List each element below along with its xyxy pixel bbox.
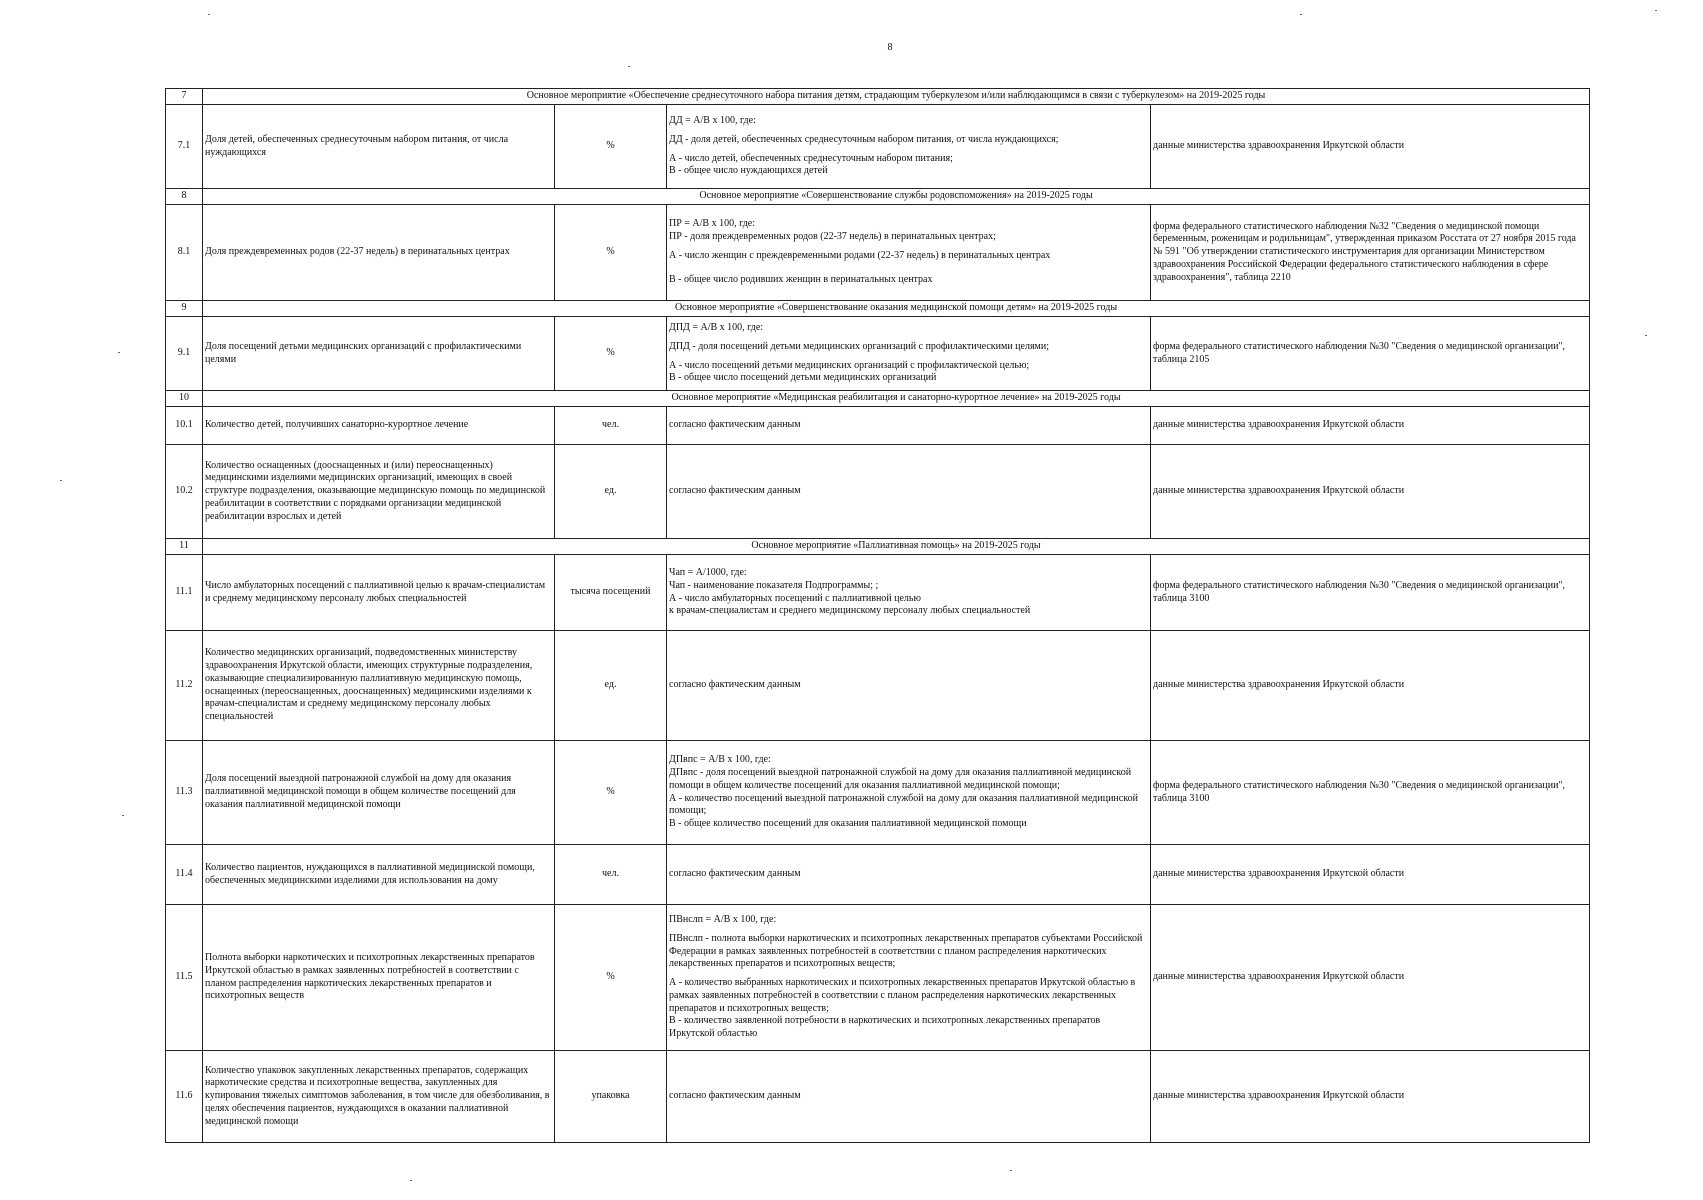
formula-line: ДПД = А/В х 100, где: [669, 321, 764, 333]
source-cell: данные министерства здравоохранения Иркутской области [1151, 445, 1590, 539]
source-cell: данные министерства здравоохранения Иркутской области [1151, 1051, 1590, 1143]
row-number: 9.1 [166, 317, 203, 391]
formula-line: ДД = А/В х 100, где: [669, 114, 756, 126]
section-title: Основное мероприятие «Совершенствование оказания медицинской помощи детям» на 2019-2025 годы [203, 301, 1590, 317]
source-cell: форма федерального статистического наблюдения №32 "Сведения о медицинской помощи беременным, роженицам и родильницам", утвержденная приказом Росстата от 27 ноября 2015 года № 591 "Об утверждении статистического инструментария для организации Министерством здравоохранения Российской Федерации федерального статистического наблюдения в сфере здравоохранения", таблица 2210 [1151, 205, 1590, 301]
formula-line: А - число детей, обеспеченных среднесуточным набором питания; [669, 152, 953, 164]
scan-speck [60, 480, 62, 481]
formula-line: ПВнслп = А/В х 100, где: [669, 913, 777, 925]
indicator-name: Доля посещений выездной патронажной службой на дому для оказания паллиативной медицинской помощи в общем количестве посещений для оказания паллиативной медицинской помощи [203, 741, 555, 845]
table-row [166, 905, 1590, 1051]
scan-speck [410, 1180, 412, 1181]
table-row [166, 445, 1590, 539]
formula-cell: согласно фактическим данным [667, 845, 1151, 905]
row-number: 10.2 [166, 445, 203, 539]
section-number: 8 [166, 189, 203, 205]
section-number: 10 [166, 391, 203, 407]
formula-line: А - число посещений детьми медицинских организаций с профилактической целью; [669, 359, 1030, 371]
formula-line: В - общее число посещений детьми медицинских организаций [669, 372, 937, 384]
row-number: 11.3 [166, 741, 203, 845]
formula-line: А - количество выбранных наркотических и психотропных лекарственных препаратов Иркутской областью в рамках заявленных потребностей в соответствии с планом распределения наркотических лекарственных препаратов и психотропных веществ; [669, 977, 1136, 1014]
source-cell: форма федерального статистического наблюдения №30 "Сведения о медицинской организации", таблица 2105 [1151, 317, 1590, 391]
table-row [166, 631, 1590, 741]
source-cell: данные министерства здравоохранения Иркутской области [1151, 905, 1590, 1051]
formula-line: ПВнслп - полнота выборки наркотических и психотропных лекарственных препаратов субъектами Российской Федерации в рамках заявленных потребностей в соответствии с планом распределения наркотических лекарственных препаратов и психотропных веществ; [669, 932, 1143, 970]
row-number: 8.1 [166, 205, 203, 301]
formula-cell [667, 205, 1151, 301]
source-cell: данные министерства здравоохранения Иркутской области [1151, 845, 1590, 905]
section-number: 9 [166, 301, 203, 317]
formula-line: А - число женщин с преждевременными родами (22-37 недель) в перинатальных центрах [669, 249, 1051, 261]
table-row [166, 317, 1590, 391]
section-header-row [166, 539, 1590, 555]
indicator-name: Доля детей, обеспеченных среднесуточным набором питания, от числа нуждающихся [203, 105, 555, 189]
unit-cell: % [555, 205, 667, 301]
section-header-row [166, 391, 1590, 407]
formula-line: Чап = А/1000, где: [669, 566, 747, 578]
formula-line: ДД - доля детей, обеспеченных среднесуточным набором питания, от числа нуждающихся; [669, 133, 1059, 145]
formula-cell [667, 105, 1151, 189]
unit-cell: чел. [555, 845, 667, 905]
row-number: 10.1 [166, 407, 203, 445]
table-row [166, 845, 1590, 905]
indicator-name: Количество пациентов, нуждающихся в паллиативной медицинской помощи, обеспеченных медицинскими изделиями для использования на дому [203, 845, 555, 905]
unit-cell: % [555, 317, 667, 391]
table-row [166, 1051, 1590, 1143]
formula-line: В - общее количество посещений для оказания паллиативной медицинской помощи [669, 818, 1027, 830]
indicator-name: Количество детей, получивших санаторно-курортное лечение [203, 407, 555, 445]
formula-line: ПР - доля преждевременных родов (22-37 недель) в перинатальных центрах; [669, 230, 996, 242]
formula-line: ДПвпс = А/В х 100, где: [669, 754, 771, 766]
formula-line: ПР = А/В х 100, где: [669, 217, 756, 229]
scan-speck [1300, 14, 1302, 15]
formula-line: к врачам-специалистам и среднего медицинскому персоналу любых специальностей [669, 605, 1031, 617]
page-number: 8 [887, 42, 893, 53]
formula-line: ДПД - доля посещений детьми медицинских организаций с профилактическими целями; [669, 340, 1050, 352]
section-title: Основное мероприятие «Совершенствование службы родовспоможения» на 2019-2025 годы [203, 189, 1590, 205]
formula-line: А - количество посещений выездной патронажной службой на дому для оказания паллиативной медицинской помощи; [669, 792, 1138, 817]
indicator-name: Полнота выборки наркотических и психотропных лекарственных препаратов Иркутской областью в рамках заявленных потребностей в соответствии с планом распределения наркотических лекарственных препаратов и психотропных веществ [203, 905, 555, 1051]
formula-cell: согласно фактическим данным [667, 631, 1151, 741]
indicator-name: Число амбулаторных посещений с паллиативной целью к врачам-специалистам и среднему медицинскому персоналу любых специальностей [203, 555, 555, 631]
table-row [166, 407, 1590, 445]
row-number: 7.1 [166, 105, 203, 189]
section-number: 11 [166, 539, 203, 555]
section-header-row [166, 189, 1590, 205]
indicator-name: Количество оснащенных (дооснащенных и (или) переоснащенных) медицинскими изделиями медицинских организаций, имеющих в своей структуре подразделения, оказывающие медицинскую помощь по медицинской реабилитации в соответствии с порядками организации медицинской реабилитации взрослых и детей [203, 445, 555, 539]
source-cell: данные министерства здравоохранения Иркутской области [1151, 631, 1590, 741]
indicators-table [165, 88, 1590, 1143]
formula-cell [667, 905, 1151, 1051]
unit-cell: тысяча посещений [555, 555, 667, 631]
unit-cell: ед. [555, 631, 667, 741]
section-title: Основное мероприятие «Медицинская реабилитация и санаторно-курортное лечение» на 2019-2025 годы [203, 391, 1590, 407]
scan-speck [1645, 335, 1647, 336]
unit-cell: чел. [555, 407, 667, 445]
source-cell: данные министерства здравоохранения Иркутской области [1151, 407, 1590, 445]
section-number: 7 [166, 89, 203, 105]
source-cell: данные министерства здравоохранения Иркутской области [1151, 105, 1590, 189]
table-row [166, 205, 1590, 301]
scan-speck [122, 815, 124, 816]
unit-cell: % [555, 105, 667, 189]
indicator-name: Доля посещений детьми медицинских организаций с профилактическими целями [203, 317, 555, 391]
scan-speck [1655, 10, 1657, 11]
table-row [166, 555, 1590, 631]
formula-cell [667, 555, 1151, 631]
formula-cell [667, 317, 1151, 391]
unit-cell: упаковка [555, 1051, 667, 1143]
unit-cell: % [555, 905, 667, 1051]
unit-cell: ед. [555, 445, 667, 539]
row-number: 11.5 [166, 905, 203, 1051]
section-header-row [166, 301, 1590, 317]
formula-line: А - число амбулаторных посещений с паллиативной целью [669, 592, 921, 604]
formula-line: ДПвпс - доля посещений выездной патронажной службой на дому для оказания паллиативной медицинской помощи в общем количестве посещений для оказания паллиативной медицинской помощи; [669, 766, 1132, 791]
section-title: Основное мероприятие «Паллиативная помощь» на 2019-2025 годы [203, 539, 1590, 555]
unit-cell: % [555, 741, 667, 845]
formula-cell: согласно фактическим данным [667, 407, 1151, 445]
indicator-name: Количество упаковок закупленных лекарственных препаратов, содержащих наркотические средства и психотропные вещества, закупленных для купирования тяжелых симптомов заболевания, в том числе для обезболивания, в целях обеспечения пациентов, нуждающихся в оказании паллиативной медицинской помощи [203, 1051, 555, 1143]
row-number: 11.1 [166, 555, 203, 631]
table-row [166, 105, 1590, 189]
source-cell: форма федерального статистического наблюдения №30 "Сведения о медицинской организации", таблица 3100 [1151, 555, 1590, 631]
scan-speck [628, 66, 630, 67]
scan-speck [118, 352, 120, 353]
indicator-name: Количество медицинских организаций, подведомственных министерству здравоохранения Иркутской области, имеющих структурные подразделения, оказывающие специализированную паллиативную медицинскую помощь, оснащенных (переоснащенных, дооснащенных) медицинскими изделиями к врачам-специалистам и среднему медицинскому персоналу любых специальностей [203, 631, 555, 741]
source-cell: форма федерального статистического наблюдения №30 "Сведения о медицинской организации", таблица 3100 [1151, 741, 1590, 845]
formula-line: В - количество заявленной потребности в наркотических и психотропных лекарственных препаратов Иркутской областью [669, 1015, 1101, 1040]
scan-speck [1010, 1170, 1012, 1171]
section-header-row [166, 89, 1590, 105]
formula-cell [667, 741, 1151, 845]
scan-speck [208, 14, 210, 15]
formula-line: В - общее число родивших женщин в перинатальных центрах [669, 274, 933, 286]
row-number: 11.2 [166, 631, 203, 741]
row-number: 11.6 [166, 1051, 203, 1143]
row-number: 11.4 [166, 845, 203, 905]
formula-cell: согласно фактическим данным [667, 445, 1151, 539]
section-title: Основное мероприятие «Обеспечение среднесуточного набора питания детям, страдающим туберкулезом и/или наблюдающимся в связи с туберкулезом» на 2019-2025 годы [203, 89, 1590, 105]
formula-line: В - общее число нуждающихся детей [669, 165, 828, 177]
indicator-name: Доля преждевременных родов (22-37 недель) в перинатальных центрах [203, 205, 555, 301]
formula-cell: согласно фактическим данным [667, 1051, 1151, 1143]
formula-line: Чап - наименование показателя Подпрограммы; ; [669, 579, 879, 591]
table-row [166, 741, 1590, 845]
